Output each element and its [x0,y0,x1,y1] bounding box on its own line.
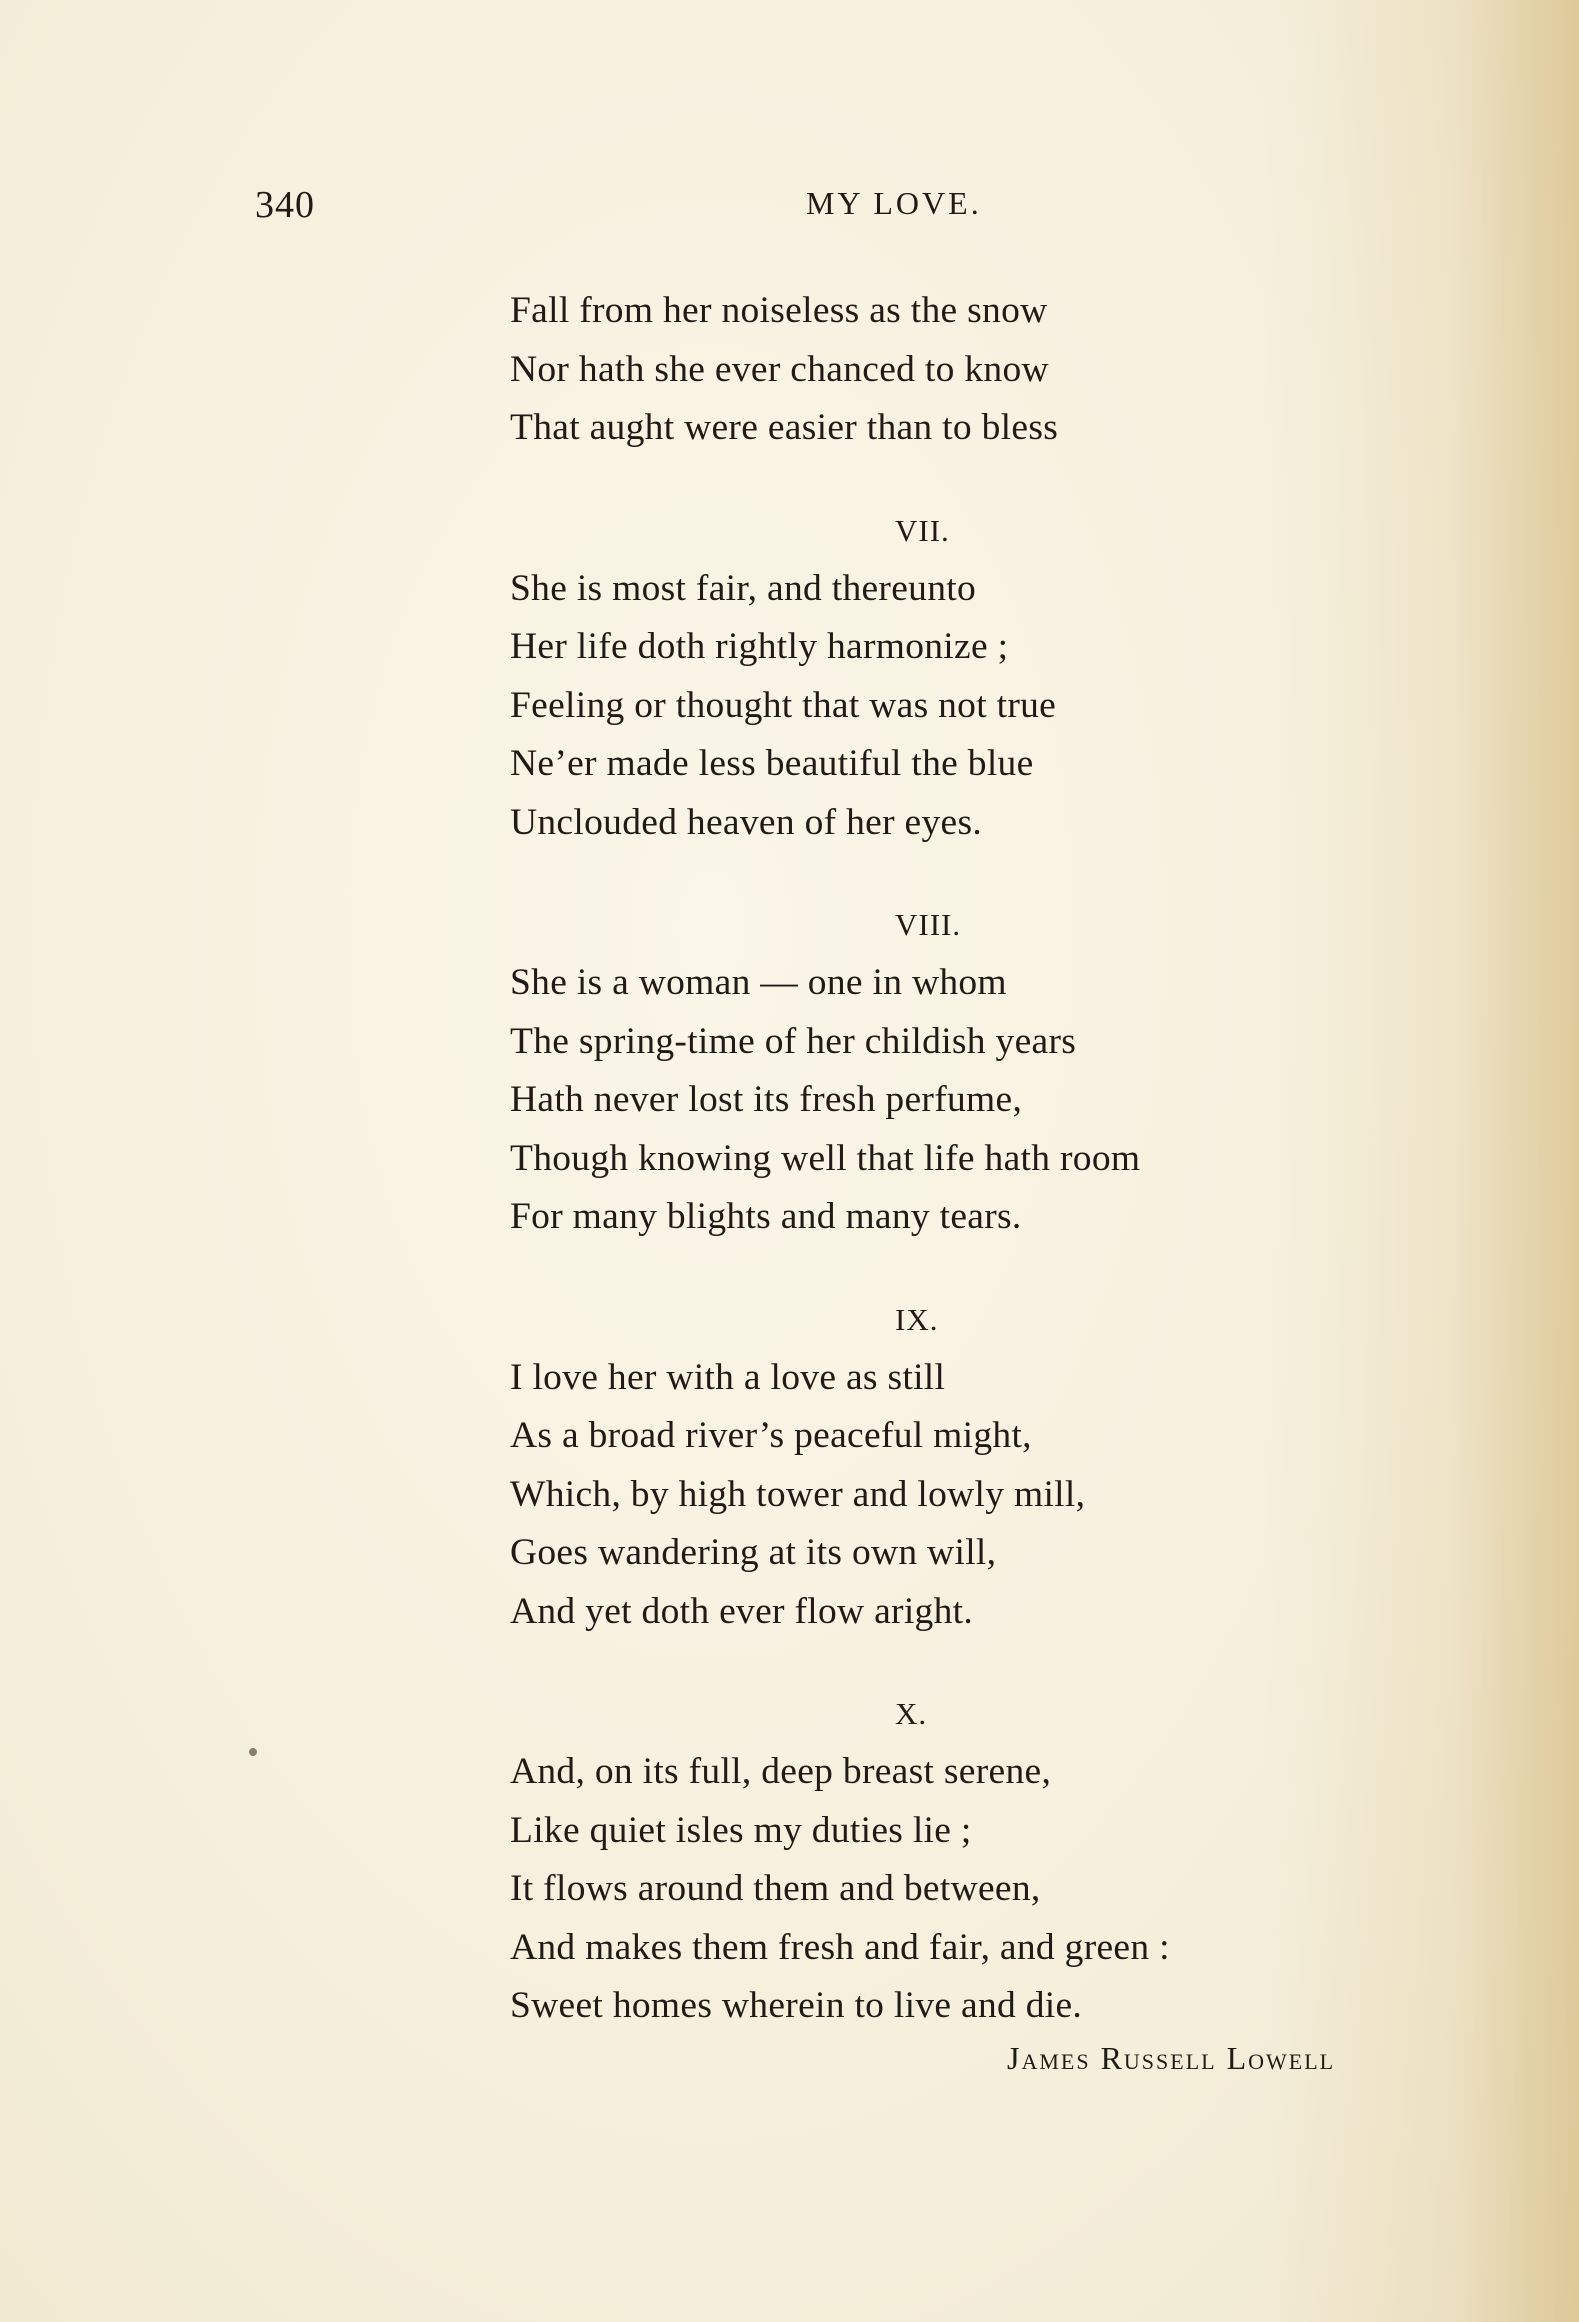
running-title: MY LOVE. [806,185,982,221]
page-number: 340 [255,184,315,226]
poem-line: That aught were easier than to bless [510,407,1059,448]
poem-line: Which, by high tower and lowly mill, [510,1473,1086,1515]
running-head [255,183,1255,233]
stanza-numeral: X. [895,1696,928,1731]
intro-lines [510,282,1410,458]
poem-line: And, on its full, deep breast serene, [510,1751,1052,1792]
poem-line: I love her with a love as still [510,1356,946,1398]
poem-line: Nor hath she ever chanced to know [510,348,1049,390]
poem-line: The spring-time of her childish years [510,1020,1077,1062]
stanza-numeral: VII. [895,512,950,548]
poem-line: It flows around them and between, [510,1868,1041,1909]
poem-line: Unclouded heaven of her eyes. [510,801,983,843]
poem-line: As a broad river’s peaceful might, [510,1415,1032,1456]
poem-line: For many blights and many tears. [510,1196,1022,1237]
poem-line: Her life doth rightly harmonize ; [510,626,1009,667]
poem-line: Feeling or thought that was not true [510,684,1057,726]
poem-line: Fall from her noiseless as the snow [510,290,1048,331]
poem-line: She is a woman — one in whom [510,962,1007,1003]
poem-line: Goes wandering at its own will, [510,1532,997,1573]
stanza-numeral: IX. [895,1301,939,1337]
poem-line: And makes them fresh and fair, and green : [510,1926,1170,1968]
poem-line: Ne’er made less beautiful the blue [510,743,1034,784]
poem-line: She is most fair, and thereunto [510,567,977,609]
stanza-vii [510,502,1410,853]
stanza-numeral: VIII. [895,907,962,942]
ink-speck [249,1748,257,1756]
stanza-x [510,1685,1410,2036]
author-signature: James Russell Lowell [1007,2040,1336,2076]
poem-line: Though knowing well that life hath room [510,1137,1141,1179]
poem-line: And yet doth ever flow aright. [510,1590,974,1632]
poem-line: Like quiet isles my duties lie ; [510,1809,972,1851]
stanza-viii [510,896,1410,1247]
poem-line: Hath never lost its fresh perfume, [510,1079,1023,1120]
poem-body [510,282,1410,2036]
poem-line: Sweet homes wherein to live and die. [510,1985,1083,2026]
stanza-ix [510,1291,1410,1642]
